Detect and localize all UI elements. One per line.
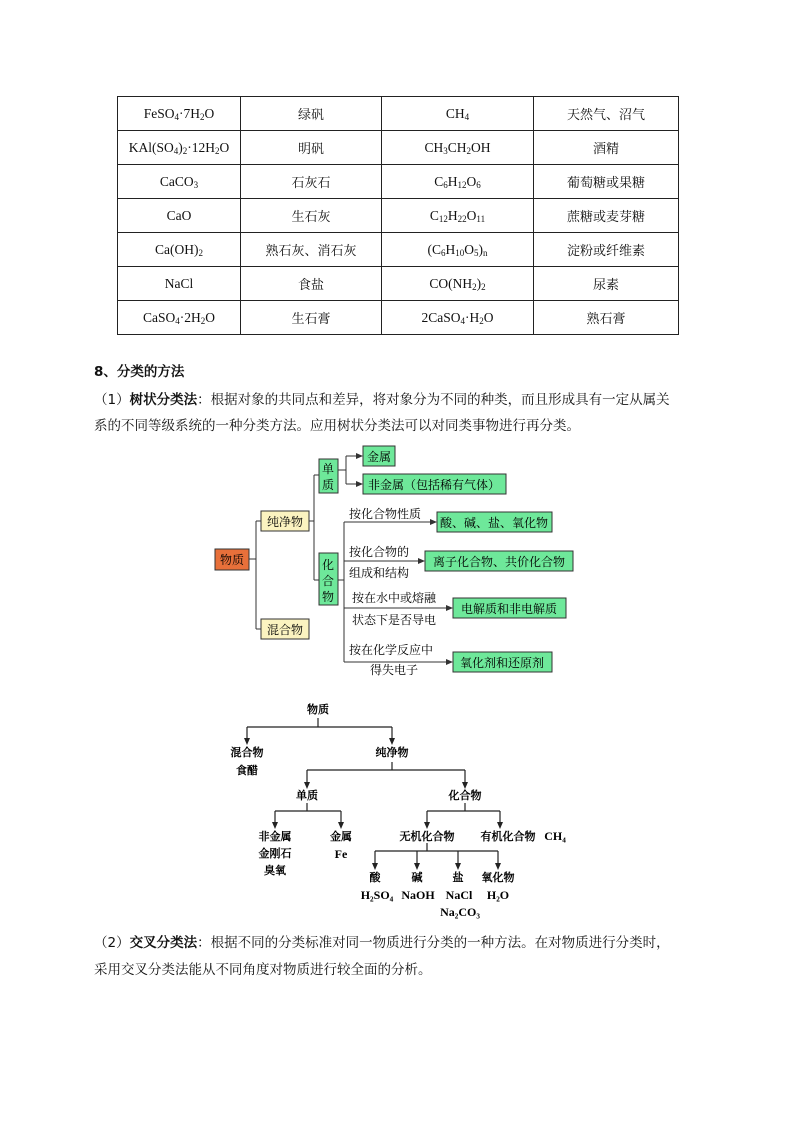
compound-label-3: 物 [321, 590, 335, 604]
paragraph-1-line-2: 系的不同等级系统的一种分类方法。应用树状分类法可以对同类事物进行再分类。 [94, 418, 580, 434]
paragraph-2-line-1: （2）交叉分类法：根据不同的分类标准对同一物质进行分类的一种方法。在对物质进行分类时， [94, 935, 670, 951]
common-name-cell: 天然气、沼气 [534, 97, 679, 131]
substance-label: 物质 [219, 553, 245, 567]
formula-cell: $CH_4$ [382, 97, 534, 131]
element-label-1: 单 [321, 462, 335, 476]
common-name-cell: 尿素 [534, 267, 679, 301]
tree-root: 物质 [307, 703, 329, 716]
common-name-cell: 生石灰 [241, 199, 382, 233]
formula-cell: $C_6H_{12}O_6$ [382, 165, 534, 199]
common-name-cell: 淀粉或纤维素 [534, 233, 679, 267]
common-name-cell: 熟石灰、消石灰 [241, 233, 382, 267]
formula-cell: $Ca(OH)_2$ [118, 233, 241, 267]
formula-cell: CaCO$_3$ [118, 165, 241, 199]
criterion-3a: 按在水中或熔融 [352, 591, 437, 605]
term-tree: 树状分类法 [129, 392, 198, 408]
common-name-cell: 酒精 [534, 131, 679, 165]
tree-salt: 盐 [452, 871, 464, 884]
criterion-4b: 得失电子 [370, 663, 419, 677]
pure-label: 纯净物 [266, 515, 304, 529]
common-name-cell: 食盐 [241, 267, 382, 301]
formula-cell: $(C_6H_{10}O_5)_n$ [382, 233, 534, 267]
formula-cell: $KAl(SO_4)_2\cdot 12H_2O$ [118, 131, 241, 165]
tree-pure: 纯净物 [375, 746, 409, 759]
formula-cell: $FeSO_4\cdot 7H_2O$ [118, 97, 241, 131]
formula-cell: $CO(NH_2)_2$ [382, 267, 534, 301]
tree-acid-example: H₂SO₄ [360, 888, 394, 902]
result-1: 酸、碱、盐、氧化物 [439, 516, 549, 530]
tree-base: 碱 [411, 871, 423, 884]
tree-metal-example: Fe [334, 847, 348, 861]
tree-nonmetal-example-1: 金刚石 [258, 847, 292, 860]
common-name-cell: 生石膏 [241, 301, 382, 335]
criterion-2a: 按化合物的 [349, 545, 410, 559]
tree-oxide: 氧化物 [481, 871, 515, 884]
compound-label-1: 化 [321, 558, 335, 572]
common-name-cell: 葡萄糖或果糖 [534, 165, 679, 199]
formula-cell: $CH_3CH_2OH$ [382, 131, 534, 165]
formula-cell: CaO [118, 199, 241, 233]
formula-cell: NaCl [118, 267, 241, 301]
metal-label: 金属 [366, 450, 392, 464]
tree-salt-example-2: Na₂CO₃ [440, 905, 480, 919]
tree-metal: 金属 [330, 830, 352, 843]
element-label-2: 质 [321, 478, 335, 492]
tree-inorganic: 无机化合物 [399, 830, 455, 843]
common-name-cell: 蔗糖或麦芽糖 [534, 199, 679, 233]
common-name-cell: 石灰石 [241, 165, 382, 199]
common-name-cell: 熟石膏 [534, 301, 679, 335]
paragraph-1-line-1: （1）树状分类法：根据对象的共同点和差异，将对象分为不同的种类，而且形成具有一定从属关 [94, 392, 670, 408]
tree-organic: 有机化合物 [480, 830, 536, 843]
compound-label-2: 合 [321, 574, 335, 588]
tree-element: 单质 [296, 789, 318, 802]
paragraph-2-line-2: 采用交叉分类法能从不同角度对物质进行较全面的分析。 [94, 962, 432, 978]
result-3: 电解质和非电解质 [460, 602, 558, 616]
tree-mixture-example: 食醋 [236, 764, 258, 777]
section-heading: 8、分类的方法 [94, 364, 185, 380]
formula-cell: $C_{12}H_{22}O_{11}$ [382, 199, 534, 233]
tree-compound: 化合物 [448, 789, 482, 802]
common-name-cell: 明矾 [241, 131, 382, 165]
tree-oxide-example: H₂O [486, 888, 510, 902]
tree-base-example: NaOH [401, 888, 435, 902]
tree-salt-example-1: NaCl [445, 888, 473, 902]
tree-acid: 酸 [369, 871, 381, 884]
common-name-cell: 绿矾 [241, 97, 382, 131]
result-4: 氧化剂和还原剂 [459, 656, 545, 670]
formula-cell: $CaSO_4\cdot 2H_2O$ [118, 301, 241, 335]
result-2: 离子化合物、共价化合物 [432, 555, 566, 569]
criterion-4a: 按在化学反应中 [349, 643, 434, 657]
criterion-1: 按化合物性质 [349, 507, 422, 521]
criterion-3b: 状态下是否导电 [352, 613, 437, 627]
tree-nonmetal-example-2: 臭氧 [264, 864, 286, 877]
tree-organic-example: CH₄ [544, 829, 566, 843]
tree-mixture: 混合物 [230, 746, 264, 759]
mixture-label: 混合物 [266, 623, 304, 637]
nonmetal-label: 非金属（包括稀有气体） [367, 478, 501, 492]
tree-nonmetal: 非金属 [258, 830, 292, 843]
term-cross: 交叉分类法 [129, 935, 198, 951]
formula-cell: $2CaSO_4\cdot H_2O$ [382, 301, 534, 335]
criterion-2b: 组成和结构 [349, 566, 410, 580]
